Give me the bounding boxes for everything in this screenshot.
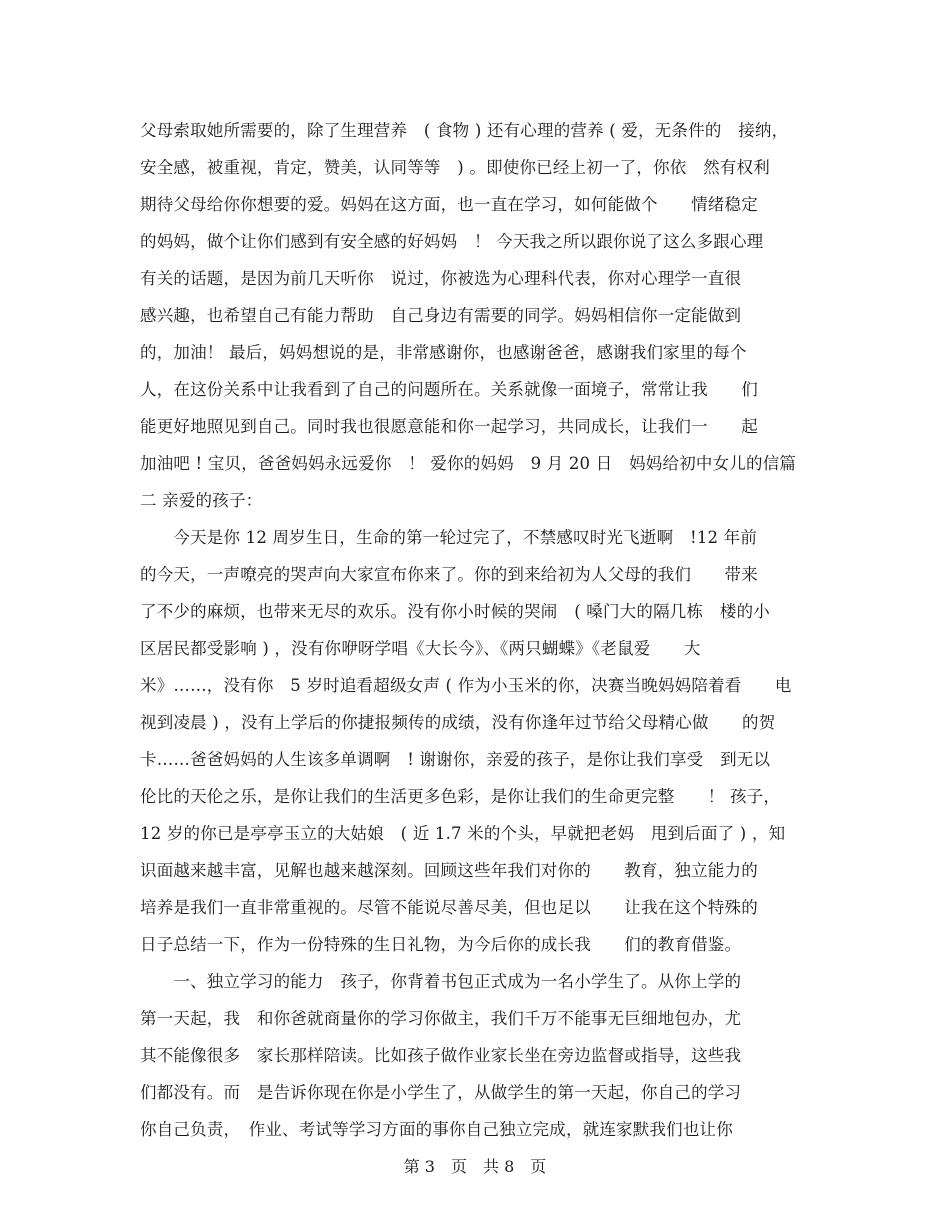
text-line: 的，加油！ 最后，妈妈想说的是，非常感谢你，也感谢爸爸，感谢我们家里的每个 (140, 343, 747, 362)
text-line: 一、独立学习的能力 孩子，你背着书包正式成为一名小学生了。从你上学的 (140, 972, 742, 991)
document-body (140, 112, 820, 1148)
text-line: 安全感，被重视，肯定，赞美，认同等等 ) 。即使你已经上初一了，你依 然有权利 (140, 158, 770, 177)
text-line: 你自己负责， 作业、考试等学习方面的事你自己独立完成，就连家默我们也让你 (140, 1120, 733, 1139)
text-line: 的妈妈，做个让你们感到有安全感的好妈妈 ！ 今天我之所以跟你说了这么多跟心理 (140, 232, 764, 251)
text-line: 区居民都受影响 ) ，没有你咿呀学唱《大长今》、《两只蝴蝶》《老鼠爱 大 (140, 639, 701, 658)
text-line: 培养是我们一直非常重视的。尽管不能说尽善尽美，但也足以 让我在这个特殊的 (140, 898, 758, 917)
text-line: 期待父母给你你想要的爱。妈妈在这方面，也一直在学习，如何能做个 情绪稳定 (140, 195, 758, 214)
text-line: 加油吧 ! 宝贝，爸爸妈妈永远爱你 ！ 爱你的妈妈 9 月 20 日 妈妈给初中女儿的信篇 (140, 454, 797, 473)
text-line: 日子总结一下，作为一份特殊的生日礼物，为今后你的成长我 们的教育借鉴。 (140, 935, 742, 954)
text-line: 能更好地照见到自己。同时我也很愿意能和你一起学习，共同成长，让我们一 起 (140, 417, 758, 436)
section-heading: 二 亲爱的孩子： (140, 491, 263, 510)
text-line: 父母索取她所需要的，除了生理营养 ( 食物 ) 还有心理的营养 ( 爱，无条件的 接纳， (140, 121, 789, 140)
text-line: 感兴趣，也希望自己有能力帮助 自己身边有需要的同学。妈妈相信你一定能做到 (140, 306, 742, 325)
text-line: 第一天起，我 和你爸就商量你的学习你做主，我们千万不能事无巨细地包办，尤 (140, 1009, 742, 1028)
text-line: 识面越来越丰富，见解也越来越深刻。回顾这些年我们对你的 教育，独立能力的 (140, 861, 758, 880)
text-line: 人，在这份关系中让我看到了自己的问题所在。关系就像一面境子，常常让我 们 (140, 380, 758, 399)
text-line: 们都没有。而 是告诉你现在你是小学生了，从做学生的第一天起，你自己的学习 (140, 1083, 742, 1102)
page-number-footer: 第 3 页 共 8 页 (403, 1157, 547, 1176)
text-line: 12 岁的你已是亭亭玉立的大姑娘 ( 近 1.7 米的个头，早就把老妈 甩到后面了 ) ，知 (140, 824, 786, 843)
text-line: 今天是你 12 周岁生日，生命的第一轮过完了，不禁感叹时光飞逝啊 !12 年前 (140, 528, 758, 547)
text-line: 其不能像很多 家长那样陪读。比如孩子做作业家长坐在旁边监督或指导，这些我 (140, 1046, 742, 1065)
text-line: 视到凌晨 ) ，没有上学后的你捷报频传的成绩，没有你逢年过节给父母精心做 的贺 (140, 713, 776, 732)
text-line: 的今天，一声嘹亮的哭声向大家宣布你来了。你的到来给初为人父母的我们 带来 (140, 565, 758, 584)
text-line: 有关的话题，是因为前几天听你 说过，你被选为心理科代表，你对心理学一直很 (140, 269, 742, 288)
text-line: 了不少的麻烦，也带来无尽的欢乐。没有你小时候的哭闹 ( 嗓门大的隔几栋 楼的小 (140, 602, 770, 621)
text-line: 米》……，没有你 5 岁时追看超级女声 ( 作为小玉米的你，决赛当晚妈妈陪着看 电 (140, 676, 792, 695)
text-line: 卡……爸爸妈妈的人生该多单调啊 ! 谢谢你，亲爱的孩子，是你让我们享受 到无以 (140, 750, 771, 769)
text-line: 伦比的天伦之乐，是你让我们的生活更多色彩，是你让我们的生命更完整 ！ 孩子， (140, 787, 781, 806)
